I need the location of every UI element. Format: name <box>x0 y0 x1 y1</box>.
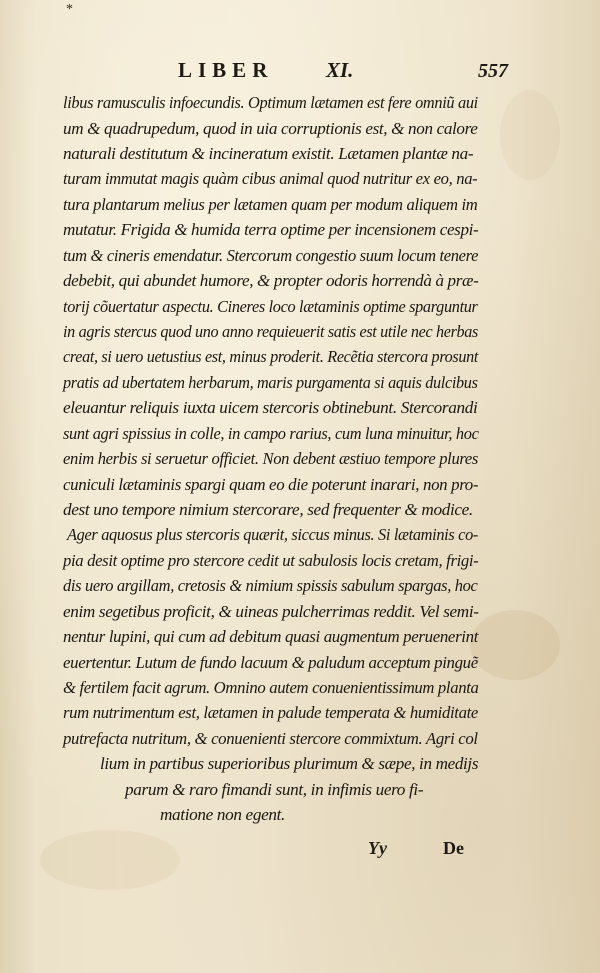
text-line: pratis ad ubertatem herbarum, maris purgamenta si aquis dulcibus <box>63 373 478 392</box>
text-line: sunt agri spissius in colle, in campo rarius, cum luna minuitur, hoc <box>63 424 479 443</box>
text-line: creat, si uero uetustius est, minus proderit. Recẽtia stercora prosunt <box>63 347 479 366</box>
running-head-title: LIBER <box>178 58 274 82</box>
text-line: enim herbis si seruetur officiet. Non debent æstiuo tempore plures <box>63 449 479 468</box>
text-line: & fertilem facit agrum. Omnino autem conuenientissimum planta <box>63 678 479 697</box>
paper-stain <box>500 90 560 180</box>
book-number: XI. <box>326 58 354 82</box>
text-line: euertentur. Lutum de fundo lacuum & paludum acceptum pinguẽ <box>63 653 478 672</box>
text-line: tum & cineris emendatur. Stercorum congestio suum locum tenere <box>63 246 479 265</box>
text-line: putrefacta nutritum, & conuenienti stercore commixtum. Agri col <box>63 729 478 748</box>
page-footer <box>0 838 600 862</box>
text-line: matione non egent. <box>160 805 285 824</box>
folio-number: 557 <box>478 60 508 82</box>
catchword: De <box>443 838 464 858</box>
signature-mark: Yy <box>368 838 387 858</box>
text-line: libus ramusculis infoecundis. Optimum lætamen est fere omniũ aui <box>63 93 478 112</box>
text-line: tura plantarum melius per lætamen quam per modum aliquem im <box>63 195 478 214</box>
text-line: in agris stercus quod uno anno requieuerit satis est utile nec herbas <box>63 322 478 341</box>
text-line: dis uero argillam, cretosis & nimium spissis sabulum spargas, hoc <box>63 576 478 595</box>
text-line: lium in partibus superioribus plurimum & sæpe, in medijs <box>100 754 479 773</box>
text-line: pia desit optime pro stercore cedit ut sabulosis locis cretam, frigi- <box>63 551 479 570</box>
running-head <box>0 2 600 88</box>
text-line: enim segetibus proficit, & uineas pulcherrimas reddit. Vel semi- <box>63 602 479 621</box>
text-line: Ager aquosus plus stercoris quærit, siccus minus. Si lætaminis co- <box>67 525 479 544</box>
text-line: rum nutrimentum est, lætamen in palude temperata & humiditate <box>63 703 478 722</box>
text-line: turam immutat magis quàm cibus animal quod nutritur ex eo, na- <box>63 169 478 188</box>
text-line: parum & raro fimandi sunt, in infimis uero fi- <box>125 780 424 799</box>
text-line: dest uno tempore nimium stercorare, sed frequenter & modice. <box>63 500 473 519</box>
text-line: debebit, qui abundet humore, & propter odoris horrendà à præ- <box>63 271 479 290</box>
text-line: mutatur. Frigida & humida terra optime per incensionem cespi- <box>63 220 479 239</box>
text-line: eleuantur reliquis iuxta uicem stercoris obtinebunt. Stercorandi <box>63 398 478 417</box>
text-line: torij cõuertatur aspectu. Cineres loco lætaminis optime sparguntur <box>63 297 478 316</box>
text-line: nentur lupini, qui cum ad debitum quasi augmentum peruenerint <box>63 627 479 646</box>
text-line: um & quadrupedum, quod in uia corruptionis est, & non calore <box>63 119 478 138</box>
asterisk-mark: * <box>66 2 73 17</box>
text-line: naturali destitutum & incineratum existit. Lætamen plantæ na- <box>63 144 474 163</box>
text-line: cuniculi lætaminis spargi quam eo die poterunt inarari, non pro- <box>63 475 479 494</box>
paper-stain <box>470 610 560 680</box>
